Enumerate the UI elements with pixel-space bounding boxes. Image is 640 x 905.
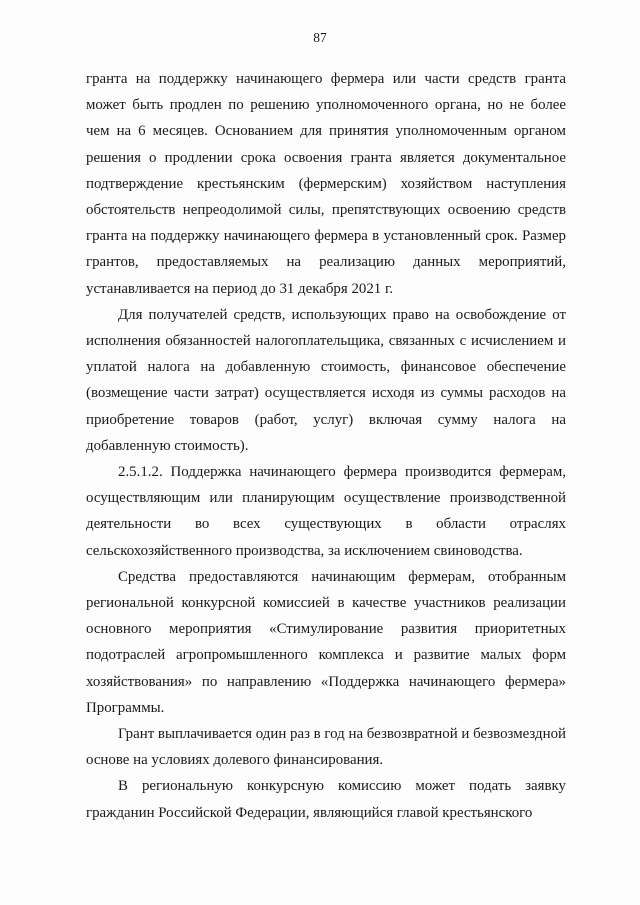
paragraph-vat-exemption: Для получателей средств, использующих право на освобождение от исполнения обязанностей налогоплательщика, связанных с исчислением и уплатой налога на добавленную стоимость, финансовое обеспечение (возмещение части затрат) осуществляется исходя из суммы расходов на приобретение товаров (работ, услуг) включая сумму налога на добавленную стоимость).: [86, 306, 566, 454]
document-body: [86, 66, 566, 826]
page-number: 87: [313, 30, 327, 45]
paragraph-support-conditions: 2.5.1.2. Поддержка начинающего фермера производится фермерам, осуществляющим или планирующим осуществление производственной деятельности во всех существующих в области отраслях сельскохозяйственного производства, за исключением свиноводства.: [86, 464, 566, 559]
paragraph-grant-extension: гранта на поддержку начинающего фермера или части средств гранта может быть продлен по решению уполномоченного органа, но не более чем на 6 месяцев. Основанием для принятия уполномоченным органом решения о продлении срока освоения гранта является документальное подтверждение крестьянским (фермерским) хозяйством наступления обстоятельств непреодолимой силы, препятствующих освоению средств гранта на поддержку начинающего фермера в установленный срок. Размер грантов, предоставляемых на реализацию данных мероприятий, устанавливается на период до 31 декабря 2021 г.: [86, 71, 566, 297]
paragraph-funds-provision: Средства предоставляются начинающим фермерам, отобранным региональной конкурсной комиссией в качестве участников реализации основного мероприятия «Стимулирование развития приоритетных подотраслей агропромышленного комплекса и развитие малых форм хозяйствования» по направлению «Поддержка начинающего фермера» Программы.: [86, 568, 566, 716]
paragraph-grant-payment: Грант выплачивается один раз в год на безвозвратной и безвозмездной основе на условиях долевого финансирования.: [86, 726, 566, 769]
paragraph-application-eligibility: В региональную конкурсную комиссию может подать заявку гражданин Российской Федерации, являющийся главой крестьянского: [86, 778, 566, 821]
